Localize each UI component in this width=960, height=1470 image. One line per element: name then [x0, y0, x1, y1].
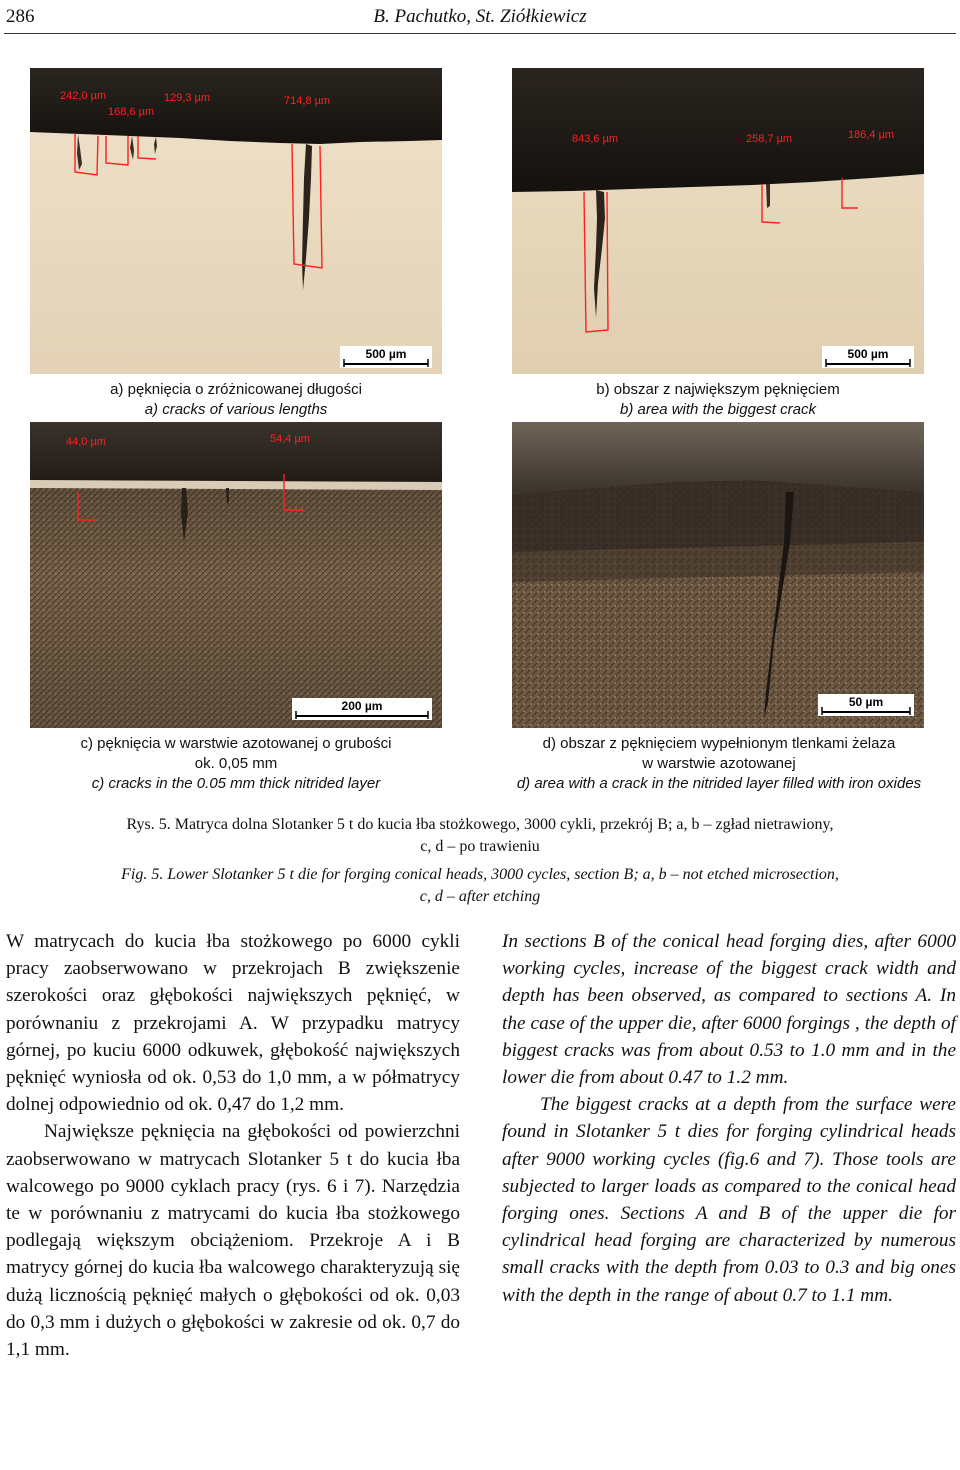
micrograph-d — [512, 422, 924, 728]
scale-bar — [818, 694, 914, 716]
scale-bar-label: 50 µm — [848, 695, 884, 709]
measurement-label: 54,4 µm — [270, 433, 310, 445]
micrograph-a — [30, 68, 442, 374]
caption-a-en: a) cracks of various lengths — [144, 401, 328, 418]
body-column-english — [502, 928, 956, 1309]
figure-caption-en-line-2: c, d – after etching — [419, 888, 541, 905]
figure-caption-pl — [0, 814, 960, 858]
scale-bar-label: 500 µm — [847, 347, 889, 361]
scale-bar — [292, 698, 432, 720]
figure-caption-pl-line-2: c, d – po trawieniu — [420, 838, 540, 855]
figure-caption-en — [0, 864, 960, 908]
measurement-label: 186,4 µm — [848, 129, 895, 141]
paragraph: Największe pęknięcia na głębokości od powierzchni zaobserwowano w matrycach Slotanker 5 t do kucia łba walcowego po 9000 cyklach pracy (rys. 6 i 7). Narzędzia te w porównaniu z matrycami do kucia łba stożkowego podlegają większym obciążeniom. Przekroje A i B matrycy górnej do kucia łba walcowego charakteryzują się dużą licznością pęknięć małych o głębokości od ok. 0,03 do 0,3 mm i dużych o głębokości w zakresie od ok. 0,7 do 1,1 mm. — [6, 1121, 460, 1361]
caption-b-pl: b) obszar z największym pęknięciem — [596, 381, 840, 398]
measurement-label: 44,0 µm — [66, 436, 106, 448]
caption-d-pl-2: w warstwie azotowanej — [642, 755, 796, 772]
page-number: 286 — [6, 6, 35, 27]
measurement-label: 242,0 µm — [60, 90, 107, 102]
caption-a-pl: a) pęknięcia o zróżnicowanej długości — [110, 381, 362, 398]
caption-c-pl-1: c) pęknięcia w warstwie azotowanej o grubości — [80, 735, 392, 752]
running-head-authors: B. Pachutko, St. Ziółkiewicz — [373, 6, 587, 27]
figure-caption-pl-line-1: Rys. 5. Matryca dolna Slotanker 5 t do kucia łba stożkowego, 3000 cykli, przekrój B; a, b – zgład nietrawiony, — [126, 816, 834, 833]
scale-bar-label: 200 µm — [341, 699, 383, 713]
measurement-label: 714,8 µm — [284, 95, 331, 107]
paragraph: In sections B of the conical head forging dies, after 6000 working cycles, increase of the biggest crack width and depth has been observed, as compared to sections A. In the case of the upper die, after 6000 forgings , the depth of biggest cracks was from about 0.53 to 1.0 mm and in the lower die from about 0.47 to 1.2 mm. — [502, 931, 956, 1089]
micrograph-c — [30, 422, 442, 728]
caption-a — [30, 380, 442, 420]
scale-bar-label: 500 µm — [365, 347, 407, 361]
page-header — [0, 0, 960, 34]
caption-c-pl-2: ok. 0,05 mm — [194, 755, 278, 772]
measurement-label: 168,6 µm — [108, 106, 155, 118]
scale-bar — [822, 346, 914, 368]
caption-b — [512, 380, 924, 420]
caption-c — [20, 734, 452, 794]
scale-bar — [340, 346, 432, 368]
caption-d-en: d) area with a crack in the nitrided layer filled with iron oxides — [516, 775, 922, 792]
body-column-polish — [6, 928, 460, 1363]
caption-d-pl-1: d) obszar z pęknięciem wypełnionym tlenkami żelaza — [542, 735, 896, 752]
paragraph: W matrycach do kucia łba stożkowego po 6000 cykli pracy zaobserwowano w przekrojach B zwiększenie szerokości oraz głębokości największych pęknięć, w porównaniu z przekrojami A. W przypadku matrycy górnej, po kuciu 6000 odkuwek, głębokość największych pęknięć wyniosła od ok. 0,53 do 1,0 mm, a w półmatrycy dolnej odpowiednio od ok. 0,47 do 1,2 mm. — [6, 931, 460, 1116]
micrograph-b — [512, 68, 924, 374]
caption-b-en: b) area with the biggest crack — [620, 401, 816, 418]
measurement-label: 129,3 µm — [164, 92, 211, 104]
caption-c-en: c) cracks in the 0.05 mm thick nitrided layer — [91, 775, 381, 792]
paragraph: The biggest cracks at a depth from the surface were found in Slotanker 5 t dies for forging cylindrical heads after 9000 working cycles (fig.6 and 7). Those tools are subjected to larger loads as compared to the conical head forging ones. Sections A and B of the upper die for cylindrical head forging are characterized by numerous small cracks with the depth from 0.03 to 0.3 and big ones with the depth in the range of about 0.7 to 1.1 mm. — [502, 1094, 956, 1306]
header-rule — [4, 33, 956, 34]
measurement-label: 843,6 µm — [572, 133, 619, 145]
caption-d — [478, 734, 960, 794]
figure-caption-en-line-1: Fig. 5. Lower Slotanker 5 t die for forging conical heads, 3000 cycles, section B; a, b – not etched microsection, — [121, 866, 839, 883]
measurement-label: 258,7 µm — [746, 133, 793, 145]
